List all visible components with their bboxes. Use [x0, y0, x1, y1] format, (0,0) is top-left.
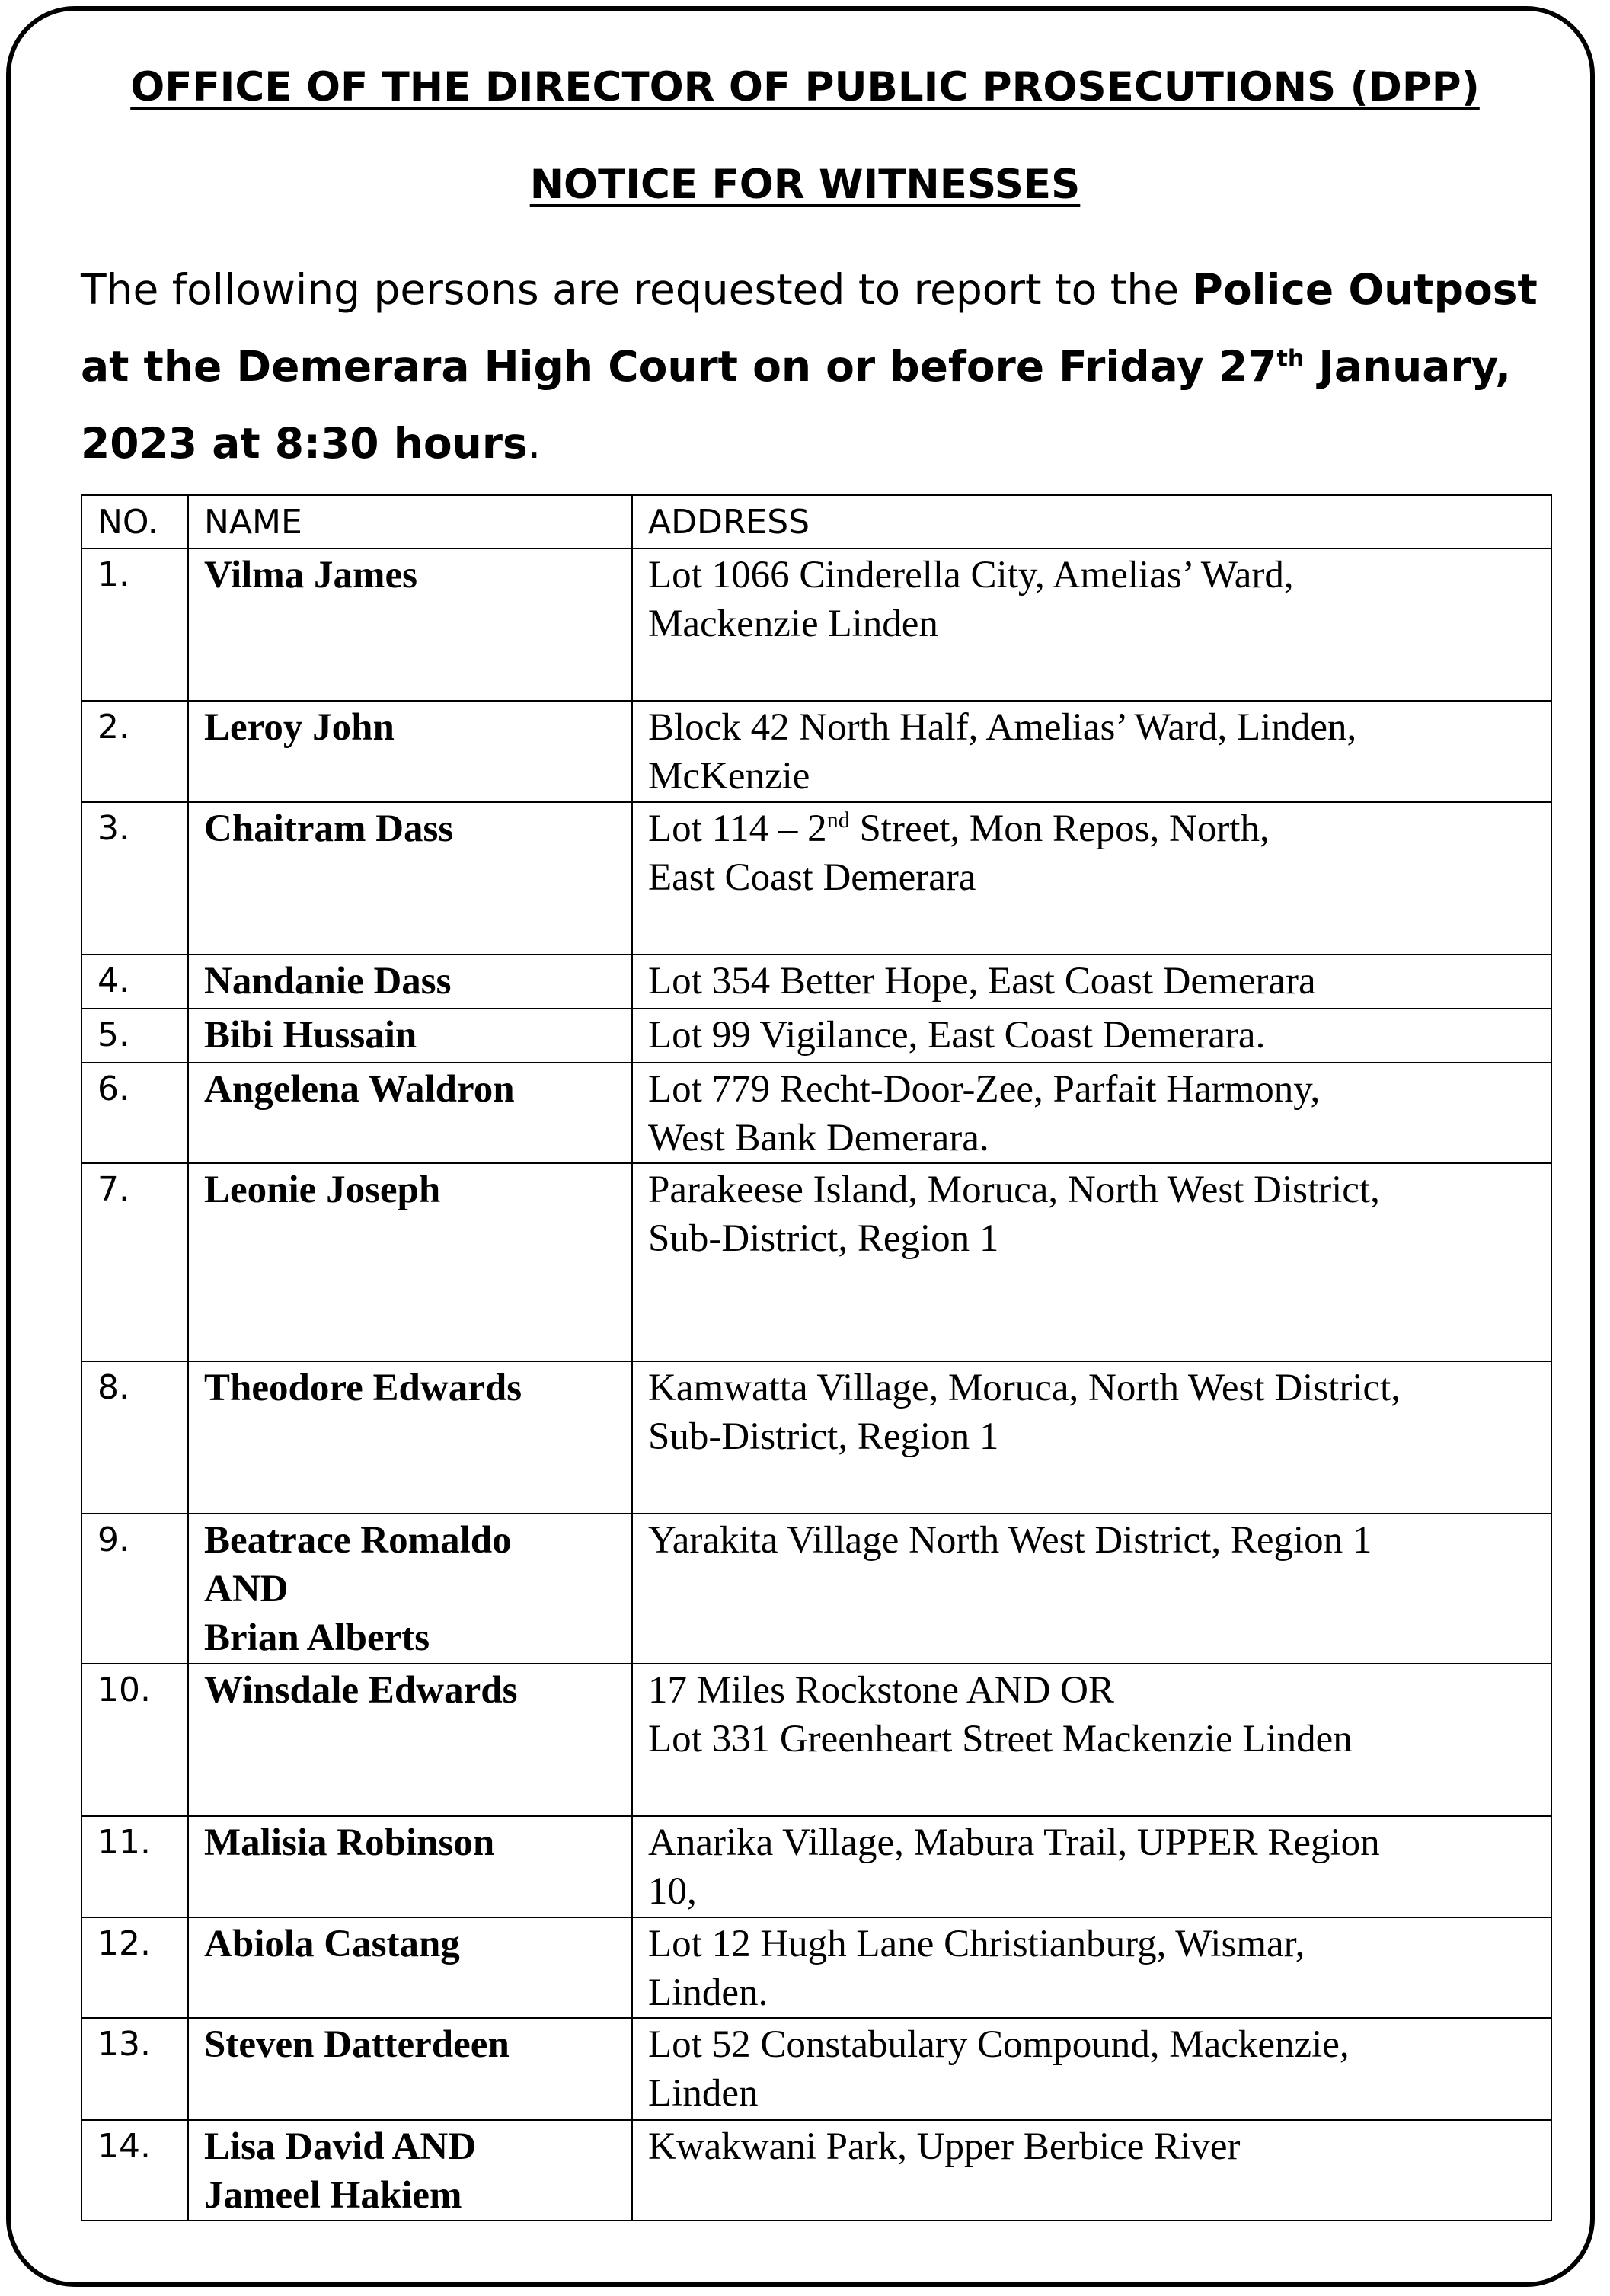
witness-name: [188, 1514, 632, 1664]
address-line: Lot 99 Vigilance, East Coast Demerara.: [648, 1014, 1266, 1057]
address-line: Lot 1066 Cinderella City, Amelias’ Ward,: [648, 554, 1294, 596]
address-line: Linden.: [648, 1971, 768, 2014]
name-line: Chaitram Dass: [204, 807, 454, 850]
witness-name: [188, 2018, 632, 2120]
table-row: [81, 548, 1551, 701]
row-number: 14.: [81, 2120, 188, 2221]
intro-end-punct: .: [527, 419, 541, 468]
address-line: Lot 52 Constabulary Compound, Mackenzie,: [648, 2023, 1350, 2066]
address-line: 10,: [648, 1870, 697, 1913]
address-line: Parakeese Island, Moruca, North West District,: [648, 1169, 1380, 1211]
row-number: 7.: [81, 1163, 188, 1361]
table-header-row: [81, 495, 1551, 548]
address-line: Block 42 North Half, Amelias’ Ward, Linden,: [648, 706, 1357, 749]
header-no: NO.: [81, 495, 188, 548]
address-line: Sub-District, Region 1: [648, 1217, 999, 1260]
row-number: 2.: [81, 701, 188, 802]
table-row: [81, 1514, 1551, 1664]
row-number: 13.: [81, 2018, 188, 2120]
row-number: 6.: [81, 1063, 188, 1163]
name-line: Vilma James: [204, 554, 417, 596]
witness-address: [632, 955, 1551, 1009]
address-line: Anarika Village, Mabura Trail, UPPER Region: [648, 1821, 1380, 1864]
table-row: [81, 802, 1551, 955]
witness-address: [632, 701, 1551, 802]
name-line: Abiola Castang: [204, 1923, 460, 1965]
address-text: Street, Mon Repos, North,: [849, 807, 1270, 850]
name-line: Bibi Hussain: [204, 1014, 417, 1057]
address-line: Yarakita Village North West District, Region 1: [648, 1519, 1372, 1562]
address-line: Mackenzie Linden: [648, 603, 938, 645]
name-line: AND: [204, 1568, 289, 1610]
row-number: 3.: [81, 802, 188, 955]
intro-day-suffix: th: [1276, 345, 1305, 373]
name-line: Lisa David AND: [204, 2125, 477, 2168]
row-number: 11.: [81, 1816, 188, 1917]
witness-name: [188, 1361, 632, 1514]
table-row: [81, 1063, 1551, 1163]
notice-title: NOTICE FOR WITNESSES: [529, 161, 1081, 208]
witness-address: [632, 1009, 1551, 1063]
row-number: 5.: [81, 1009, 188, 1063]
address-ordinal-suffix: nd: [826, 807, 850, 833]
address-line: Kamwatta Village, Moruca, North West District,: [648, 1367, 1401, 1409]
witness-address: [632, 2018, 1551, 2120]
table-row: [81, 1361, 1551, 1514]
name-line: Winsdale Edwards: [204, 1669, 518, 1712]
name-line: Leroy John: [204, 706, 395, 749]
witness-name: [188, 1009, 632, 1063]
witness-address: [632, 2120, 1551, 2221]
header-address: ADDRESS: [632, 495, 1551, 548]
address-line: Lot 354 Better Hope, East Coast Demerara: [648, 960, 1316, 1003]
address-line: West Bank Demerara.: [648, 1117, 989, 1159]
address-line: East Coast Demerara: [648, 856, 976, 899]
table-row: [81, 2120, 1551, 2221]
witness-name: [188, 802, 632, 955]
intro-lead-text: The following persons are requested to report to the: [81, 265, 1193, 314]
address-line: Lot 331 Greenheart Street Mackenzie Linden: [648, 1718, 1353, 1760]
witness-address: [632, 1664, 1551, 1816]
address-line: Lot 12 Hugh Lane Christianburg, Wismar,: [648, 1923, 1305, 1965]
witness-address: [632, 1514, 1551, 1664]
witness-address: [632, 1163, 1551, 1361]
witness-address: [632, 1917, 1551, 2018]
witness-name: [188, 1163, 632, 1361]
address-line: Linden: [648, 2072, 759, 2115]
row-number: 8.: [81, 1361, 188, 1514]
name-line: Leonie Joseph: [204, 1169, 441, 1211]
address-line: McKenzie: [648, 755, 810, 798]
intro-location: Police Outpost at the Demerara High Court on or before Friday 27: [81, 265, 1538, 391]
row-number: 1.: [81, 548, 188, 701]
witness-address: [632, 1063, 1551, 1163]
table-row: [81, 2018, 1551, 2120]
witness-name: [188, 1917, 632, 2018]
table-row: [81, 1816, 1551, 1917]
witness-name: [188, 2120, 632, 2221]
address-line: Lot 779 Recht-Door-Zee, Parfait Harmony,: [648, 1068, 1321, 1111]
address-line: [648, 804, 1535, 853]
header-name: NAME: [188, 495, 632, 548]
witness-name: [188, 1063, 632, 1163]
office-title: OFFICE OF THE DIRECTOR OF PUBLIC PROSECUTIONS (DPP): [130, 64, 1480, 110]
table-row: [81, 1163, 1551, 1361]
witness-table: [81, 494, 1552, 2221]
address-text: Lot 114 – 2: [648, 807, 827, 850]
table-row: [81, 1917, 1551, 2018]
row-number: 12.: [81, 1917, 188, 2018]
address-line: Kwakwani Park, Upper Berbice River: [648, 2125, 1241, 2168]
name-line: Angelena Waldron: [204, 1068, 515, 1111]
name-line: Nandanie Dass: [204, 960, 452, 1003]
name-line: Theodore Edwards: [204, 1367, 522, 1409]
witness-name: [188, 955, 632, 1009]
table-row: [81, 955, 1551, 1009]
witness-address: [632, 1816, 1551, 1917]
table-row: [81, 1009, 1551, 1063]
witness-address: [632, 548, 1551, 701]
intro-paragraph: [81, 251, 1551, 482]
witness-name: [188, 548, 632, 701]
row-number: 4.: [81, 955, 188, 1009]
address-line: 17 Miles Rockstone AND OR: [648, 1669, 1114, 1712]
name-line: Jameel Hakiem: [204, 2174, 462, 2217]
name-line: Steven Datterdeen: [204, 2023, 510, 2066]
name-line: Malisia Robinson: [204, 1821, 495, 1864]
name-line: Brian Alberts: [204, 1616, 430, 1659]
intro-date: January, 2023 at 8:30 hours: [81, 342, 1512, 468]
row-number: 9.: [81, 1514, 188, 1664]
witness-name: [188, 701, 632, 802]
witness-name: [188, 1664, 632, 1816]
row-number: 10.: [81, 1664, 188, 1816]
witness-address: [632, 1361, 1551, 1514]
table-row: [81, 701, 1551, 802]
witness-address: [632, 802, 1551, 955]
address-line: Sub-District, Region 1: [648, 1415, 999, 1458]
witness-name: [188, 1816, 632, 1917]
table-row: [81, 1664, 1551, 1816]
name-line: Beatrace Romaldo: [204, 1519, 512, 1562]
